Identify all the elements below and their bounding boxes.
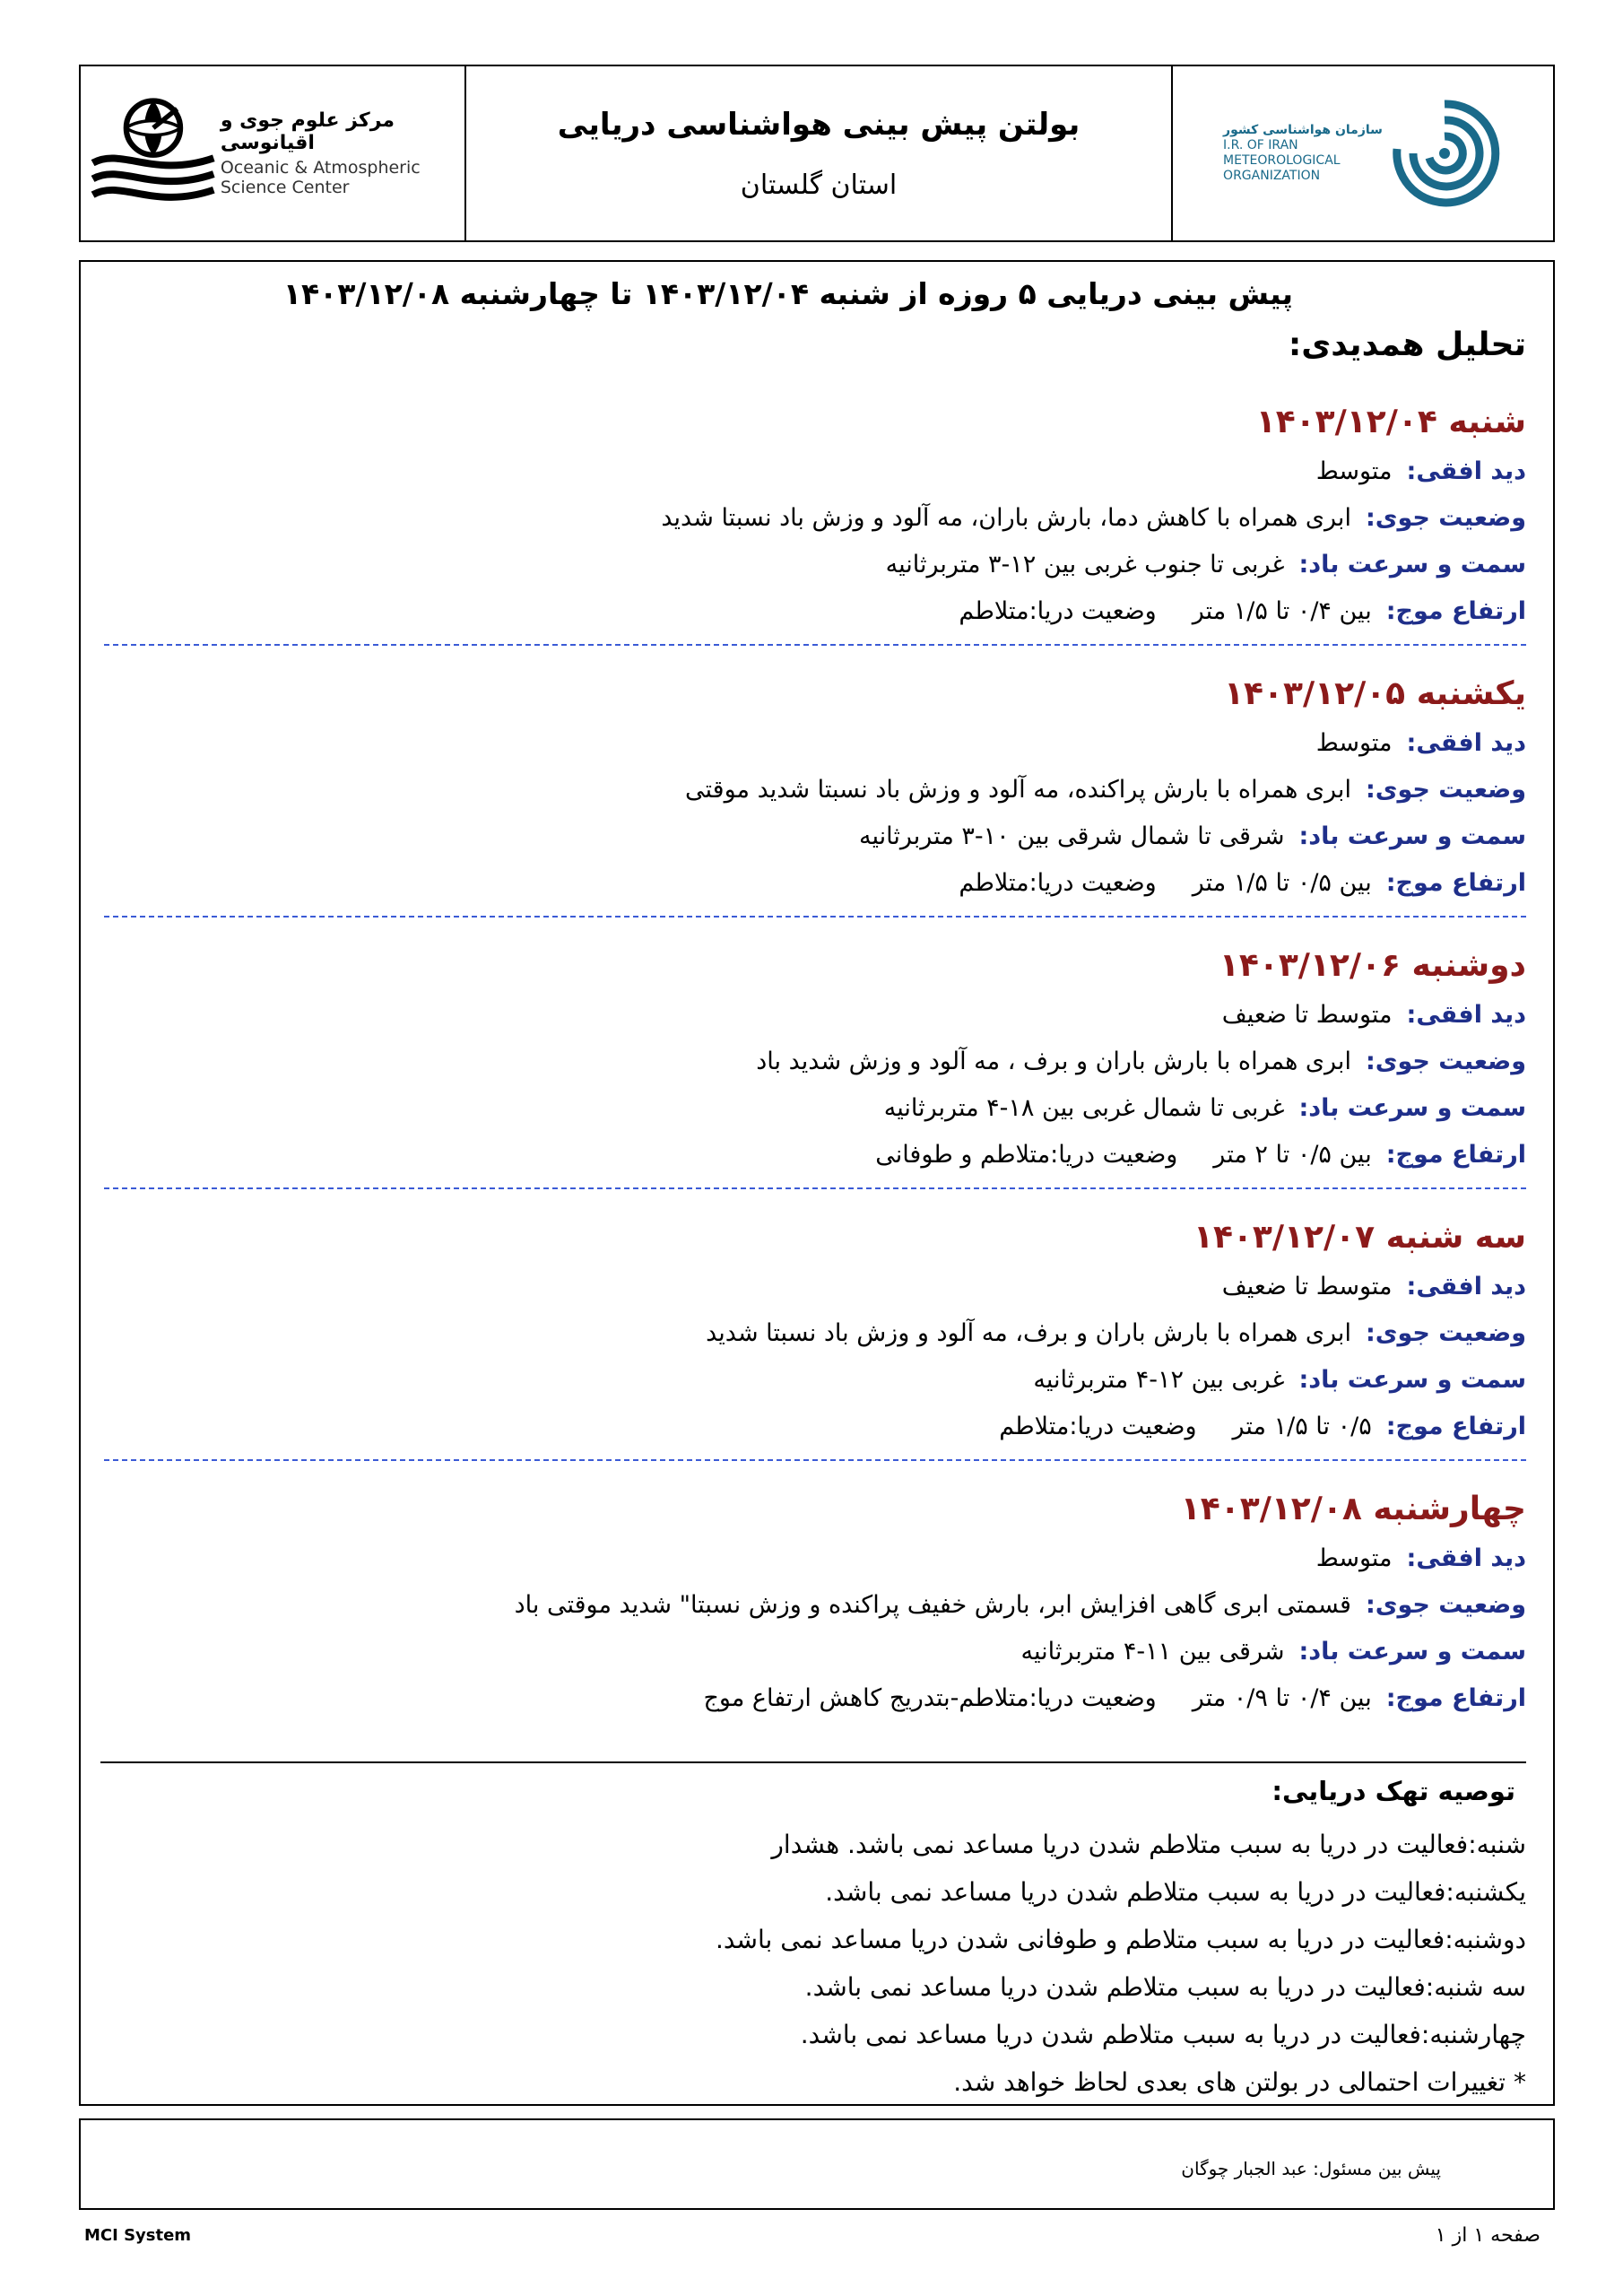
imo-logo-cell (1171, 66, 1553, 240)
imo-name-en-3: ORGANIZATION (1223, 169, 1321, 183)
day-forecast (104, 668, 1526, 907)
system-name: MCI System (84, 2226, 192, 2245)
day-title: شنبه ۱۴۰۳/۱۲/۰۴ (1255, 404, 1526, 440)
visibility-value: متوسط (1315, 729, 1393, 757)
page-number: صفحه ۱ از ۱ (1435, 2224, 1541, 2247)
wave-label: ارتفاع موج: (1385, 1141, 1526, 1169)
oasc-name-en-1: Oceanic & Atmospheric (220, 158, 421, 178)
wind-value: غربی تا جنوب غربی بین ۱۲-۳ متربرثانیه (885, 551, 1285, 578)
day-title: دوشنبه ۱۴۰۳/۱۲/۰۶ (1219, 947, 1526, 984)
wave-value: ۰/۵ تا ۱/۵ متر (1232, 1413, 1372, 1440)
sea-state-value: وضعیت دریا:متلاطم (959, 597, 1157, 625)
visibility-value: متوسط (1315, 1544, 1393, 1572)
wind-row (104, 1357, 1526, 1404)
weather-value: ابری همراه با کاهش دما، بارش باران، مه آلود و وزش باد نسبتا شدید (661, 504, 1351, 532)
weather-label: وضعیت جوی: (1365, 504, 1526, 532)
wave-label: ارتفاع موج: (1385, 597, 1526, 625)
province-name: استان گلستان (740, 169, 898, 201)
wind-label: سمت و سرعت باد: (1298, 1638, 1526, 1665)
wave-row (104, 860, 1526, 907)
wind-label: سمت و سرعت باد: (1298, 1366, 1526, 1394)
weather-row (104, 1582, 1526, 1629)
day-divider (104, 1187, 1526, 1189)
sea-state-value: وضعیت دریا:متلاطم (959, 869, 1157, 897)
oasc-name-fa: مرکز علوم جوی و اقیانوسی (220, 109, 395, 154)
wave-label: ارتفاع موج: (1385, 1684, 1526, 1712)
advice-title: توصیه تهک دریایی: (1271, 1776, 1515, 1806)
imo-name-en-2: METEOROLOGICAL (1223, 153, 1341, 168)
weather-value: ابری همراه با بارش باران و برف ، مه آلود و وزش شدید باد (756, 1048, 1351, 1075)
visibility-label: دید افقی: (1406, 457, 1526, 485)
advice-line: شنبه:فعالیت در دریا به سبب متلاطم شدن دریا مساعد نمی باشد. هشدار (771, 1830, 1526, 1859)
visibility-label: دید افقی: (1406, 1001, 1526, 1029)
imo-name-fa: سازمان هواشناسی کشور (1223, 123, 1383, 137)
oasc-emblem-icon (90, 82, 217, 225)
weather-label: وضعیت جوی: (1365, 1591, 1526, 1619)
wave-label: ارتفاع موج: (1385, 869, 1526, 897)
wave-value: بین ۰/۴ تا ۱/۵ متر (1192, 597, 1372, 625)
synoptic-analysis-label: تحلیل همدیدی: (1288, 326, 1526, 363)
day-forecast (104, 940, 1526, 1178)
bulletin-title: بولتن پیش بینی هواشناسی دریایی (557, 106, 1081, 143)
day-title: چهارشنبه ۱۴۰۳/۱۲/۰۸ (1180, 1491, 1526, 1527)
day-title: یکشنبه ۱۴۰۳/۱۲/۰۵ (1224, 675, 1526, 712)
visibility-value: متوسط (1315, 457, 1393, 485)
weather-label: وضعیت جوی: (1365, 1319, 1526, 1347)
wave-row (104, 1675, 1526, 1722)
visibility-row (104, 448, 1526, 495)
wave-row (104, 588, 1526, 635)
weather-row (104, 767, 1526, 813)
weather-value: ابری همراه با بارش پراکنده، مه آلود و وزش باد نسبتا شدید موقتی (685, 776, 1351, 804)
visibility-label: دید افقی: (1406, 1273, 1526, 1300)
forecaster-signature: پیش بین مسئول: عبد الجبار چوگان (1181, 2158, 1441, 2179)
wave-label: ارتفاع موج: (1385, 1413, 1526, 1440)
oasc-name-en-2: Science Center (220, 178, 350, 197)
imo-emblem-icon (1386, 86, 1503, 221)
visibility-row (104, 992, 1526, 1039)
wind-label: سمت و سرعت باد: (1298, 551, 1526, 578)
weather-row (104, 1310, 1526, 1357)
wind-row (104, 1085, 1526, 1132)
day-divider (104, 1459, 1526, 1461)
wave-value: بین ۰/۵ تا ۲ متر (1213, 1141, 1372, 1169)
sea-state-value: وضعیت دریا:متلاطم (999, 1413, 1197, 1440)
weather-row (104, 1039, 1526, 1085)
sea-state-value: وضعیت دریا:متلاطم و طوفانی (875, 1141, 1178, 1169)
weather-row (104, 495, 1526, 542)
day-forecast (104, 1212, 1526, 1450)
wind-value: غربی تا شمال غربی بین ۱۸-۴ متربرثانیه (883, 1094, 1285, 1122)
wind-row (104, 1629, 1526, 1675)
advice-line: یکشنبه:فعالیت در دریا به سبب متلاطم شدن دریا مساعد نمی باشد. (825, 1877, 1526, 1907)
forecast-panel (79, 260, 1555, 2106)
bulletin-header (79, 65, 1555, 242)
weather-value: ابری همراه با بارش باران و برف، مه آلود و وزش باد نسبتا شدید (706, 1319, 1351, 1347)
weather-label: وضعیت جوی: (1365, 776, 1526, 804)
oasc-logo-cell (81, 66, 466, 240)
visibility-value: متوسط تا ضعیف (1221, 1273, 1393, 1300)
advice-divider (100, 1761, 1526, 1763)
day-divider (104, 644, 1526, 646)
visibility-value: متوسط تا ضعیف (1221, 1001, 1393, 1029)
day-forecast (104, 396, 1526, 635)
weather-label: وضعیت جوی: (1365, 1048, 1526, 1075)
wind-value: شرقی تا شمال شرقی بین ۱۰-۳ متربرثانیه (858, 822, 1285, 850)
wind-value: شرقی بین ۱۱-۴ متربرثانیه (1020, 1638, 1285, 1665)
wind-label: سمت و سرعت باد: (1298, 1094, 1526, 1122)
visibility-row (104, 1264, 1526, 1310)
sea-state-value: وضعیت دریا:متلاطم-بتدریج کاهش ارتفاع موج (703, 1684, 1157, 1712)
forecast-title: پیش بینی دریایی ۵ روزه از شنبه ۱۴۰۳/۱۲/۰۴ تا چهارشنبه ۱۴۰۳/۱۲/۰۸ (282, 276, 1293, 311)
day-forecast (104, 1483, 1526, 1722)
advice-line: دوشنبه:فعالیت در دریا به سبب متلاطم و طوفانی شدن دریا مساعد نمی باشد. (715, 1925, 1526, 1954)
marine-advice (100, 1761, 1526, 2106)
imo-logo (1223, 86, 1503, 221)
oasc-logo (90, 82, 464, 225)
wind-label: سمت و سرعت باد: (1298, 822, 1526, 850)
visibility-label: دید افقی: (1406, 1544, 1526, 1572)
header-title-cell (466, 66, 1171, 240)
visibility-row (104, 720, 1526, 767)
advice-line: چهارشنبه:فعالیت در دریا به سبب متلاطم شدن دریا مساعد نمی باشد. (800, 2020, 1526, 2049)
wave-row (104, 1132, 1526, 1178)
wind-row (104, 813, 1526, 860)
visibility-row (104, 1535, 1526, 1582)
wave-row (104, 1404, 1526, 1450)
wind-value: غربی بین ۱۲-۴ متربرثانیه (1033, 1366, 1285, 1394)
day-title: سه شنبه ۱۴۰۳/۱۲/۰۷ (1193, 1219, 1526, 1256)
advice-note: * تغییرات احتمالی در بولتن های بعدی لحاظ خواهد شد. (953, 2067, 1526, 2097)
day-divider (104, 916, 1526, 918)
advice-line: سه شنبه:فعالیت در دریا به سبب متلاطم شدن دریا مساعد نمی باشد. (804, 1972, 1526, 2002)
weather-value: قسمتی ابری گاهی افزایش ابر، بارش خفیف پراکنده و وزش نسبتا" شدید موقتی باد (514, 1591, 1351, 1619)
wave-value: بین ۰/۴ تا ۰/۹ متر (1192, 1684, 1372, 1712)
imo-name-en-1: I.R. OF IRAN (1223, 138, 1298, 152)
visibility-label: دید افقی: (1406, 729, 1526, 757)
wind-row (104, 542, 1526, 588)
signature-box (79, 2118, 1555, 2210)
wave-value: بین ۰/۵ تا ۱/۵ متر (1192, 869, 1372, 897)
